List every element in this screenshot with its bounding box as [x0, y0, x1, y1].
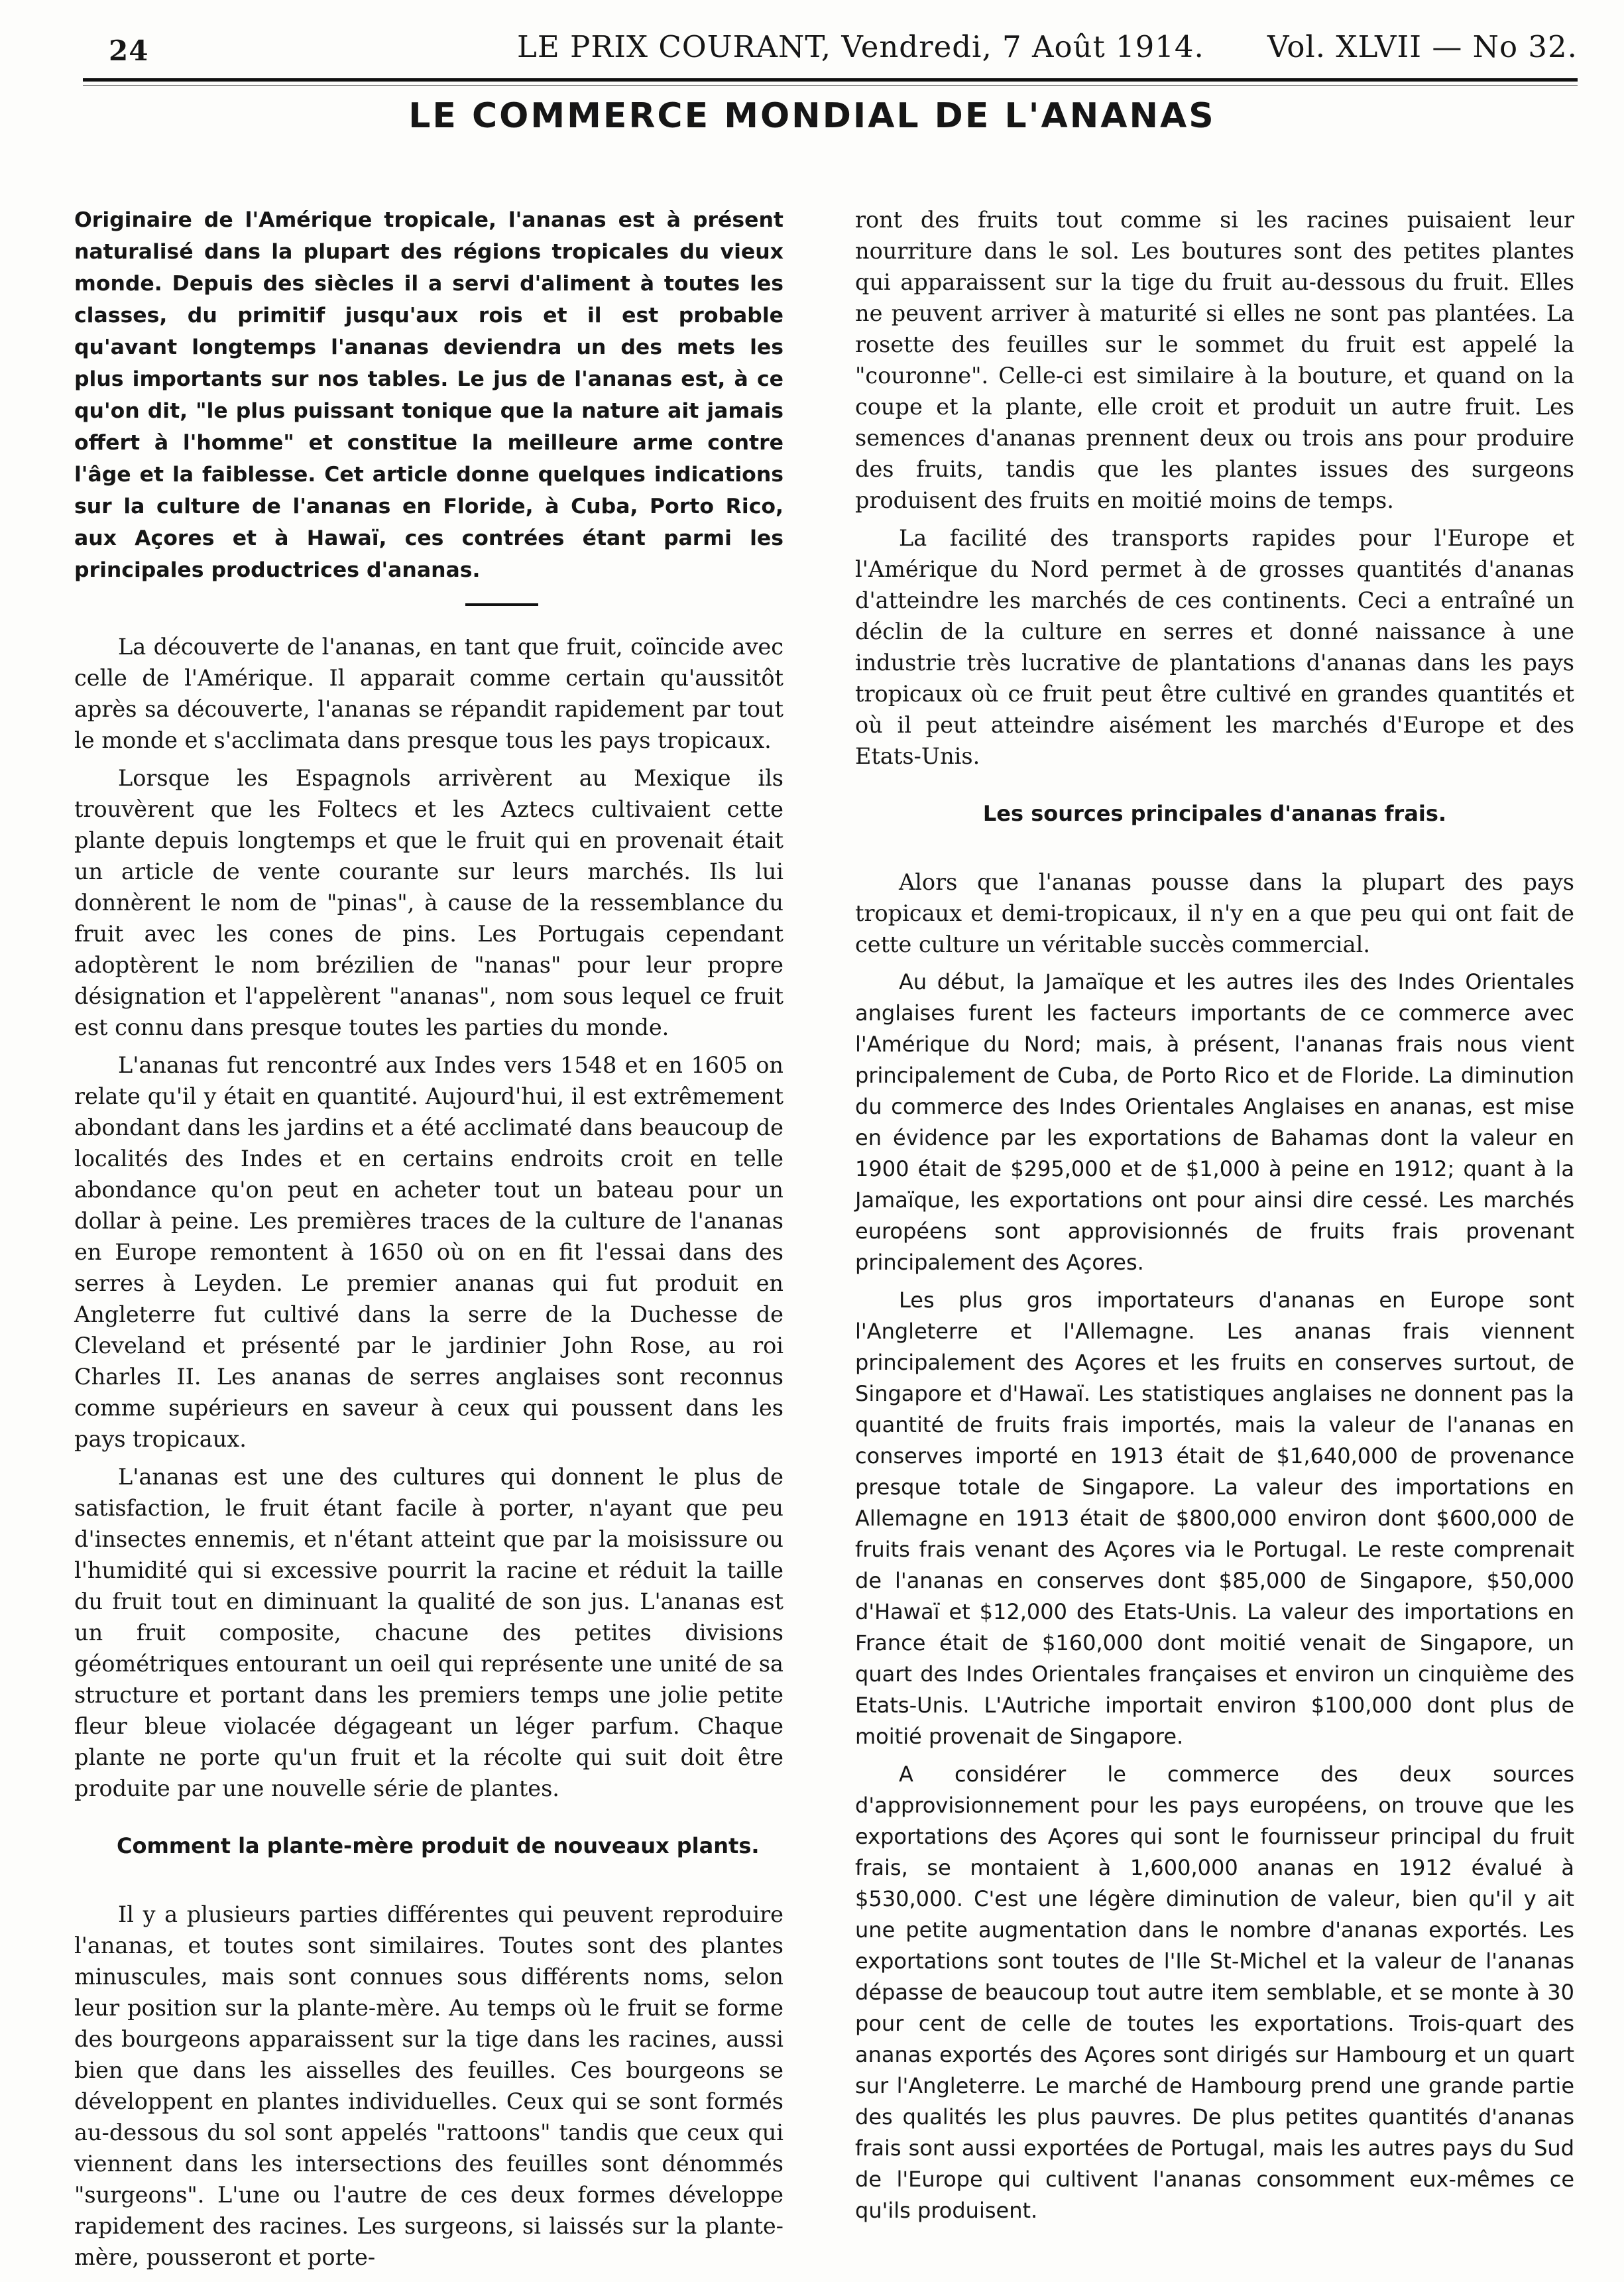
page-number: 24	[109, 34, 149, 67]
intro-separator	[465, 603, 538, 606]
section-heading: Les sources principales d'ananas frais.	[982, 801, 1447, 826]
header-rule-thin	[83, 85, 1578, 86]
article-title: LE COMMERCE MONDIAL DE L'ANANAS	[408, 96, 1216, 136]
section-heading: Comment la plante-mère produit de nouveaux plants.	[117, 1833, 760, 1858]
paragraph: La facilité des transports rapides pour l'Europe et l'Amérique du Nord permet à de grosses quantités d'ananas d'atteindre les marchés de ces continents. Ceci a entraîné un déclin de la culture en serres et donné naissance à une industrie très lucrative de plantations d'ananas dans les pays tropicaux où ce fruit peut être cultivé en grandes quantités et où il peut atteindre aisément les marchés d'Europe et des Etats-Unis.	[855, 525, 1574, 769]
header-rule	[83, 78, 1578, 82]
masthead: LE PRIX COURANT, Vendredi, 7 Août 1914.	[517, 29, 1204, 64]
paragraph: A considérer le commerce des deux sources d'approvisionnement pour les pays européens, on trouve que les exportations des Açores qui sont le fournisseur principal du fruit frais, se montaient à 1,600,000 ananas en 1912 évalué à $530,000. C'est une légère diminution de valeur, bien qu'il y ait une petite augmentation dans le nombre d'ananas exportés. Les exportations sont toutes de l'Ile St-Michel et la valeur de l'ananas dépasse de beaucoup tout autre item semblable, et se monte à 30 pour cent de celle de toutes les exportations. Trois-quart des ananas exportés des Açores sont dirigés sur Hambourg et un quart sur l'Angleterre. Le marché de Hambourg prend une grande partie des qualités les plus pauvres. De plus petites quantités d'ananas frais sont aussi exportées de Portugal, mais les autres pays du Sud de l'Europe qui cultivent l'ananas consomment eux-mêmes ce qu'ils produisent.	[855, 1762, 1574, 2223]
paragraph: L'ananas fut rencontré aux Indes vers 1548 et en 1605 on relate qu'il y était en quantité. Aujourd'hui, il est extrêmement abondant dans les jardins et a été acclimaté dans beaucoup de localités des Indes et en certains endroits croit en telle abondance qu'on peut en acheter tout un bateau pour un dollar à peine. Les premières traces de la culture de l'ananas en Europe remontent à 1650 où on en fit l'essai dans des serres à Leyden. Le premier ananas qui fut produit en Angleterre fut cultivé dans la serre de la Duchesse de Cleveland et présenté par le jardinier John Rose, au roi Charles II. Les ananas de serres anglaises sont reconnus comme supérieurs en saveur à ceux qui poussent dans les pays tropicaux.	[74, 1052, 783, 1452]
left-column	[74, 204, 783, 2279]
paragraph: Au début, la Jamaïque et les autres iles des Indes Orientales anglaises furent les facteurs importants de ce commerce avec l'Amérique du Nord; mais, à présent, l'ananas frais nous vient principalement de Cuba, de Porto Rico et de Floride. La diminution du commerce des Indes Orientales Anglaises en ananas, est mise en évidence par les exportations de Bahamas dont la valeur en 1900 était de $295,000 et de $1,000 à peine en 1912; quant à la Jamaïque, les exportations ont pour ainsi dire cessé. Les marchés européens sont approvisionnés de fruits frais provenant principalement des Açores.	[855, 969, 1574, 1275]
paragraph: Alors que l'ananas pousse dans la plupart des pays tropicaux et demi-tropicaux, il n'y en a que peu qui ont fait de cette culture un véritable succès commercial.	[855, 869, 1574, 957]
paragraph: Les plus gros importateurs d'ananas en Europe sont l'Angleterre et l'Allemagne. Les ananas frais viennent principalement des Açores et les fruits en conserves surtout, de Singapore et d'Hawaï. Les statistiques anglaises ne donnent pas la quantité de fruits frais importés, mais la valeur de l'ananas en conserves importé en 1913 était de $1,640,000 de provenance presque totale de Singapore. La valeur des importations en Allemagne en 1913 était de $800,000 environ dont $600,000 de fruits frais venant des Açores via le Portugal. Le reste comprenait de l'ananas en conserves dont $85,000 de Singapore, $50,000 d'Hawaï et $12,000 des Etats-Unis. La valeur des importations en France était de $160,000 dont moitié venait de Singapore, un quart des Indes Orientales françaises et environ un cinquième des Etats-Unis. L'Autriche importait environ $100,000 dont plus de moitié provenait de Singapore.	[855, 1288, 1574, 1749]
volume-number: Vol. XLVII — No 32.	[1267, 29, 1578, 64]
right-column	[855, 204, 1574, 2233]
paragraph: La découverte de l'ananas, en tant que fruit, coïncide avec celle de l'Amérique. Il apparait comme certain qu'aussitôt après sa découverte, l'ananas se répandit rapidement par tout le monde et s'acclimata dans presque tous les pays tropicaux.	[74, 634, 783, 753]
article-intro: Originaire de l'Amérique tropicale, l'ananas est à présent naturalisé dans la plupart des régions tropicales du vieux monde. Depuis des siècles il a servi d'aliment à toutes les classes, du primitif jusqu'aux rois et il est probable qu'avant longtemps l'ananas deviendra un des mets les plus importants sur nos tables. Le jus de l'ananas est, à ce qu'on dit, "le plus puissant tonique que la nature ait jamais offert à l'homme" et constitue la meilleure arme contre l'âge et la faiblesse. Cet article donne quelques indications sur la culture de l'ananas en Floride, à Cuba, Porto Rico, aux Açores et à Hawaï, ces contrées étant parmi les principales productrices d'ananas.	[74, 208, 783, 582]
paragraph: Lorsque les Espagnols arrivèrent au Mexique ils trouvèrent que les Foltecs et les Aztecs cultivaient cette plante depuis longtemps et que le fruit qui en provenait était un article de vente courante sur leurs marchés. Ils lui donnèrent le nom de "pinas", à cause de la ressemblance du fruit avec les cones de pins. Les Portugais cependant adoptèrent le nom brézilien de "nanas" pour leur propre désignation et l'appelèrent "ananas", nom sous lequel ce fruit est connu dans presque toutes les parties du monde.	[74, 765, 783, 1040]
paragraph: L'ananas est une des cultures qui donnent le plus de satisfaction, le fruit étant facile à porter, n'ayant que peu d'insectes ennemis, et n'étant atteint que par la moisissure ou l'humidité qui si excessive pourrit la racine et réduit la taille du fruit tout en diminuant la qualité de son jus. L'ananas est un fruit composite, chacune des petites divisions géométriques entourant un oeil qui représente une unité de sa structure et portant dans les premiers temps une jolie petite fleur bleue violacée dégageant un léger parfum. Chaque plante ne porte qu'un fruit et la récolte qui suit doit être produite par une nouvelle série de plantes.	[74, 1464, 783, 1801]
paragraph: Il y a plusieurs parties différentes qui peuvent reproduire l'ananas, et toutes sont similaires. Toutes sont des plantes minuscules, mais sont connues sous différents noms, selon leur position sur la plante-mère. Au temps où le fruit se forme des bourgeons apparaissent sur la tige dans les racines, aussi bien que dans les aisselles des feuilles. Ces bourgeons se développent en plantes individuelles. Ceux qui se sont formés au-dessous du sol sont appelés "rattoons" tandis que ceux qui viennent dans les intersections des feuilles sont dénommés "surgeons". L'une ou l'autre de ces deux formes développe rapidement des racines. Les surgeons, si laissés sur la plante-mère, pousseront et porte-	[74, 1901, 783, 2270]
page-header	[80, 25, 1578, 72]
paragraph: ront des fruits tout comme si les racines puisaient leur nourriture dans le sol. Les boutures sont des petites plantes qui apparaissent sur la tige du fruit au-dessous du fruit. Elles ne peuvent arriver à maturité si elles ne sont pas plantées. La rosette des feuilles sur le sommet du fruit est appelé la "couronne". Celle-ci est similaire à la bouture, et quand on la coupe et la plante, elle croit et produit un autre fruit. Les semences d'ananas prennent deux ou trois ans pour produire des fruits, tandis que les plantes issues des surgeons produisent des fruits en moitié moins de temps.	[855, 207, 1574, 513]
